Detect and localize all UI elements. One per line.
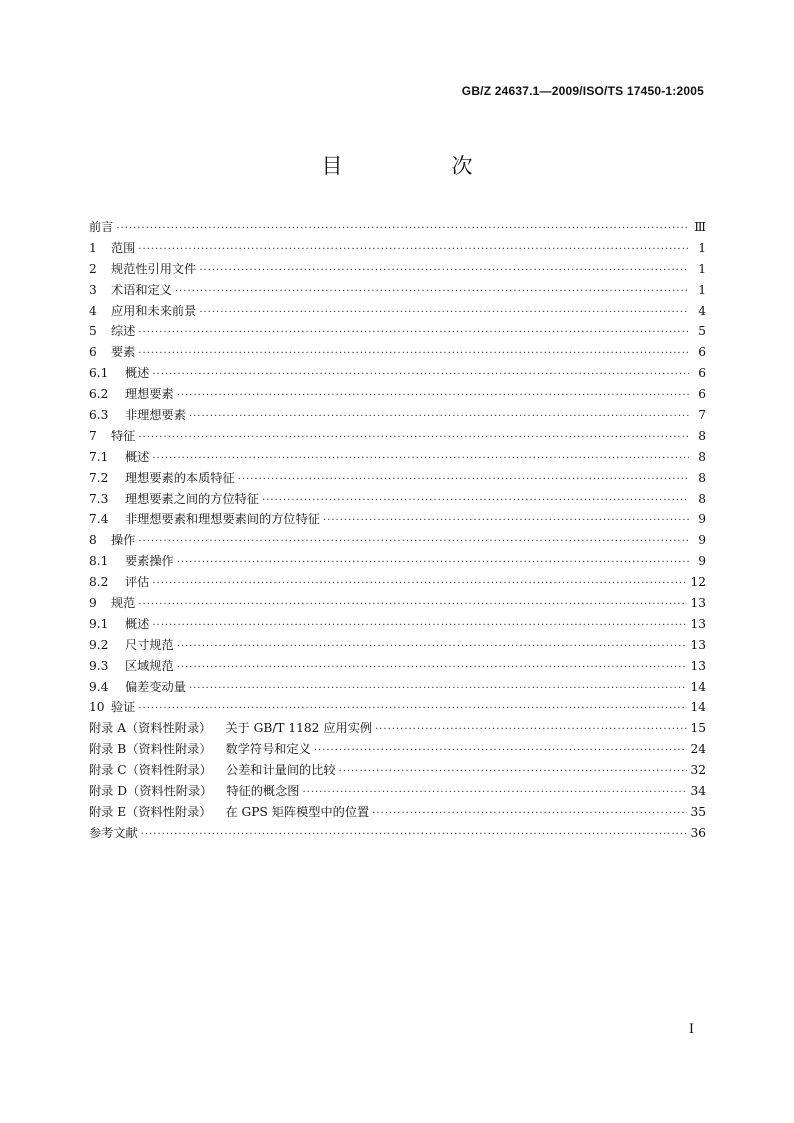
toc-entry[interactable] (89, 426, 706, 447)
toc-entry-label: 理想要素 (125, 387, 174, 402)
toc-entry[interactable] (89, 217, 706, 238)
toc-entry-label: 在 GPS 矩阵模型中的位置 (225, 804, 370, 819)
toc-leader-dots (138, 428, 689, 449)
toc-leader-dots (175, 282, 689, 303)
toc-entry-label: 规范性引用文件 (111, 261, 197, 276)
toc-entry-label: 评估 (125, 575, 150, 590)
toc-leader-dots (138, 344, 689, 365)
toc-entry-number: 2 (89, 261, 97, 276)
toc-entry-page: 6 (698, 387, 706, 402)
toc-entry-number: 6.2 (89, 387, 109, 402)
toc-entry-label: 术语和定义 (111, 282, 172, 297)
toc-entry-number: 6.1 (89, 366, 109, 381)
toc-entry-number: 附录 B（资料性附录） (89, 742, 212, 757)
toc-leader-dots (339, 762, 688, 783)
toc-leader-dots (152, 574, 687, 595)
toc-entry-page: 14 (690, 679, 706, 694)
toc-entry[interactable] (89, 259, 706, 280)
toc-entry-number: 9.4 (89, 679, 109, 694)
toc-entry-number: 附录 D（资料性附录） (89, 784, 213, 799)
toc-entry-label: 非理想要素和理想要素间的方位特征 (125, 512, 320, 527)
toc-entry-label: 要素操作 (125, 554, 174, 569)
toc-entry-page: 9 (698, 512, 706, 527)
toc-leader-dots (177, 386, 689, 407)
toc-entry-label: 操作 (111, 533, 136, 548)
toc-entry-page: 15 (690, 721, 706, 736)
toc-entry-label: 验证 (111, 700, 136, 715)
toc-entry-number: 9 (89, 596, 97, 611)
toc-entry-page: 9 (698, 554, 706, 569)
toc-entry-number: 附录 C（资料性附录） (89, 763, 212, 778)
toc-entry-label: 区域规范 (125, 658, 174, 673)
toc-entry[interactable] (89, 509, 706, 530)
toc-entry-label: 特征 (111, 428, 136, 443)
toc-leader-dots (177, 553, 689, 574)
toc-entry-page: 36 (690, 825, 706, 840)
toc-entry-number: 8.1 (89, 554, 109, 569)
toc-entry-label: 关于 GB/T 1182 应用实例 (225, 721, 373, 736)
toc-entry[interactable] (89, 468, 706, 489)
toc-entry[interactable] (89, 614, 706, 635)
toc-leader-dots (372, 804, 687, 825)
toc-entry-label: 综述 (111, 324, 136, 339)
toc-leader-dots (314, 741, 688, 762)
toc-entry-page: 8 (698, 428, 706, 443)
toc-entry-number: 4 (89, 303, 97, 318)
toc-entry[interactable] (89, 572, 706, 593)
toc-leader-dots (177, 637, 688, 658)
toc-entry[interactable] (89, 551, 706, 572)
toc-entry[interactable] (89, 760, 706, 781)
toc-entry-number: 6.3 (89, 408, 109, 423)
toc-entry[interactable] (89, 823, 706, 844)
toc-entry-number: 9.3 (89, 658, 109, 673)
toc-leader-dots (189, 679, 688, 700)
toc-entry-label: 概述 (125, 449, 150, 464)
toc-leader-dots (138, 323, 689, 344)
toc-entry-label: 前言 (89, 220, 114, 234)
toc-entry-label: 理想要素的本质特征 (125, 470, 235, 485)
toc-entry-number: 10 (89, 700, 105, 715)
toc-leader-dots (199, 261, 689, 282)
toc-entry-number: 8.2 (89, 575, 109, 590)
toc-entry-number: 7 (89, 428, 97, 443)
toc-entry[interactable] (89, 363, 706, 384)
toc-entry[interactable] (89, 718, 706, 739)
toc-entry-page: 9 (698, 533, 706, 548)
toc-leader-dots (238, 470, 689, 491)
toc-entry-number: 7.1 (89, 449, 109, 464)
toc-entry-page: 32 (690, 763, 706, 778)
toc-leader-dots (116, 219, 689, 240)
toc-entry-page: 6 (698, 345, 706, 360)
toc-entry[interactable] (89, 781, 706, 802)
toc-entry[interactable] (89, 802, 706, 823)
toc-entry-page: Ⅲ (694, 220, 706, 234)
toc-entry-page: 8 (698, 491, 706, 506)
toc-entry[interactable] (89, 489, 706, 510)
toc-entry[interactable] (89, 697, 706, 718)
toc-leader-dots (152, 365, 689, 386)
toc-entry-page: 8 (698, 470, 706, 485)
toc-entry-label: 参考文献 (89, 825, 138, 840)
toc-entry[interactable] (89, 656, 706, 677)
toc-entry-label: 概述 (125, 616, 150, 631)
toc-entry[interactable] (89, 405, 706, 426)
toc-leader-dots (262, 491, 689, 512)
toc-entry-page: 5 (698, 324, 706, 339)
toc-entry-page: 13 (690, 637, 706, 652)
toc-entry-number: 8 (89, 533, 97, 548)
table-of-contents (89, 217, 706, 844)
toc-leader-dots (152, 616, 687, 637)
toc-leader-dots (375, 720, 687, 741)
toc-entry-page: 1 (698, 261, 706, 276)
toc-entry-number: 7.4 (89, 512, 109, 527)
toc-entry-label: 要素 (111, 345, 136, 360)
toc-entry[interactable] (89, 280, 706, 301)
toc-entry-page: 14 (690, 700, 706, 715)
toc-entry-label: 范围 (111, 240, 136, 255)
toc-entry-page: 8 (698, 449, 706, 464)
toc-entry-label: 规范 (111, 596, 136, 611)
toc-entry[interactable] (89, 342, 706, 363)
toc-entry[interactable] (89, 447, 706, 468)
toc-entry-page: 13 (690, 658, 706, 673)
toc-leader-dots (141, 825, 688, 846)
toc-entry-label: 概述 (125, 366, 150, 381)
toc-entry-number: 7.2 (89, 470, 109, 485)
toc-entry-label: 公差和计量间的比较 (225, 763, 336, 778)
toc-entry-number: 3 (89, 282, 97, 297)
toc-leader-dots (138, 595, 687, 616)
toc-entry-page: 24 (690, 742, 706, 757)
toc-entry-label: 偏差变动量 (125, 679, 186, 694)
toc-entry-number: 1 (89, 240, 97, 255)
toc-entry[interactable] (89, 677, 706, 698)
toc-leader-dots (138, 240, 689, 261)
toc-leader-dots (323, 511, 689, 532)
toc-entry-label: 理想要素之间的方位特征 (125, 491, 260, 506)
toc-entry[interactable] (89, 301, 706, 322)
toc-leader-dots (189, 407, 689, 428)
toc-entry-page: 12 (690, 575, 706, 590)
toc-entry-page: 1 (698, 282, 706, 297)
toc-entry[interactable] (89, 530, 706, 551)
toc-entry[interactable] (89, 321, 706, 342)
toc-entry[interactable] (89, 635, 706, 656)
toc-leader-dots (199, 303, 689, 324)
toc-entry-label: 应用和未来前景 (111, 303, 197, 318)
toc-entry-label: 特征的概念图 (226, 784, 300, 799)
toc-entry-number: 7.3 (89, 491, 109, 506)
toc-entry[interactable] (89, 739, 706, 760)
standard-code: GB/Z 24637.1—2009/ISO/TS 17450-1:2005 (461, 84, 704, 98)
toc-entry-page: 13 (690, 616, 706, 631)
toc-entry-number: 9.1 (89, 616, 109, 631)
toc-entry-page: 35 (690, 804, 706, 819)
toc-entry-number: 6 (89, 345, 97, 360)
toc-entry-label: 数学符号和定义 (225, 742, 311, 757)
toc-entry-page: 1 (698, 240, 706, 255)
toc-entry[interactable] (89, 238, 706, 259)
toc-entry-number: 附录 A（资料性附录） (89, 721, 212, 736)
toc-entry[interactable] (89, 593, 706, 614)
toc-entry-page: 7 (698, 408, 706, 423)
toc-entry-number: 9.2 (89, 637, 109, 652)
toc-entry[interactable] (89, 384, 706, 405)
toc-entry-page: 34 (690, 784, 706, 799)
toc-entry-page: 6 (698, 366, 706, 381)
toc-leader-dots (138, 532, 689, 553)
toc-leader-dots (152, 449, 689, 470)
toc-entry-label: 尺寸规范 (125, 637, 174, 652)
toc-leader-dots (138, 699, 687, 720)
toc-entry-page: 4 (698, 303, 706, 318)
toc-entry-number: 5 (89, 324, 97, 339)
toc-entry-number: 附录 E（资料性附录） (89, 804, 212, 819)
page-number: I (688, 1022, 694, 1037)
toc-leader-dots (302, 783, 687, 804)
page-title: 目 次 (321, 154, 517, 178)
toc-entry-page: 13 (690, 596, 706, 611)
toc-entry-label: 非理想要素 (125, 408, 186, 423)
toc-leader-dots (177, 658, 688, 679)
